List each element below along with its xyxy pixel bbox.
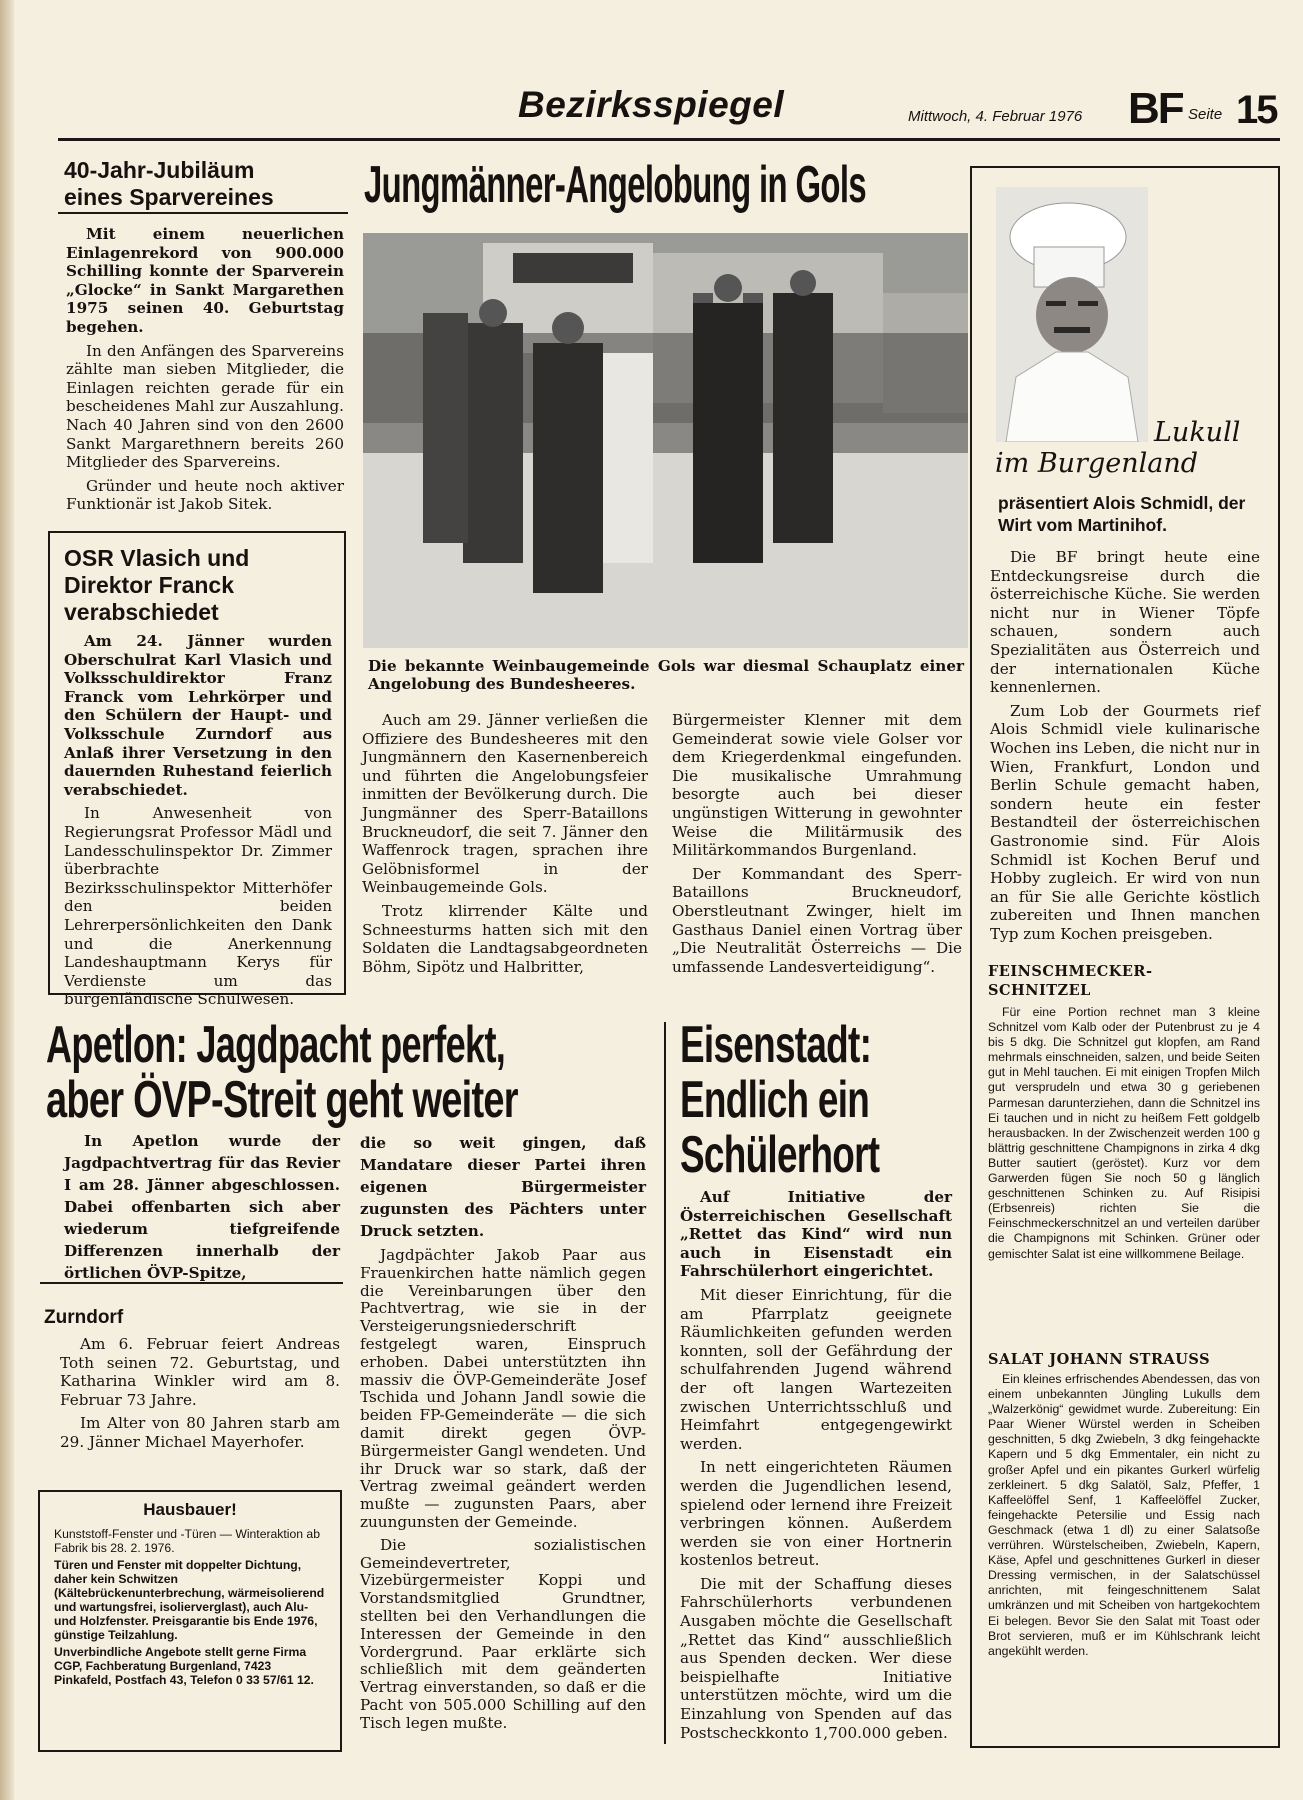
angelobung-column-1: [362, 711, 648, 981]
jubilaeum-lead: Mit einem neuerlichen Einlagenrekord von 900.000 Schilling konnte der Sparverein „Glocke“ in Sankt Margarethen 1975 seinen 40. Geburtstag begehen.: [66, 225, 344, 336]
eisenstadt-headline-line3: Schülerhort: [680, 1126, 880, 1184]
apetlon-headline-line1: Apetlon: Jagdpacht perfekt,: [46, 1016, 506, 1074]
lukull-article: [990, 548, 1260, 948]
eisenstadt-paragraph: In nett eingerichteten Räumen werden die Jugendlichen lesend, spielend oder lernend ihre Freizeit verbringen können. Außerdem werden sie von einer Hortnerin kostenlos betreut.: [680, 1458, 952, 1570]
lukull-paragraph: Zum Lob der Gourmets rief Alois Schmidl viele kulinarische Wochen ins Leben, die nicht nur in Wien, Frankfurt, London und Berlin Schule gemacht haben, sondern heute ein fester Bestandteil der österreichischen Gastronomie sind. Für Alois Schmidl ist Kochen Beruf und Hobby zugleich. Er wird von nun an für Sie alle Gerichte köstlich zubereiten und Ihnen manchen Typ zum Kochen preisgeben.: [990, 701, 1260, 943]
ad-title: Hausbauer!: [143, 1500, 237, 1519]
lukull-subtitle: präsentiert Alois Schmidl, der Wirt vom Martinihof.: [998, 493, 1246, 535]
eisenstadt-headline-line2: Endlich ein: [680, 1071, 870, 1129]
lukull-paragraph: Die BF bringt heute eine Entdeckungsreise durch die österreichische Küche. Sie werden nicht nur in Wiener Töpfe schauen, sondern auch Spezialitäten aus Österreich und der internationalen Küche kennenlernen.: [990, 548, 1260, 697]
recipe-schnitzel-title: FEINSCHMECKER-SCHNITZEL: [988, 963, 1153, 999]
zurndorf-paragraph: Im Alter von 80 Jahren starb am 29. Jänner Michael Mayerhofer.: [60, 1414, 340, 1451]
lukull-headline-line1: Lukull: [1154, 417, 1241, 448]
angelobung-headline: Jungmänner-Angelobung in Gols: [364, 156, 867, 214]
photo-caption: Die bekannte Weinbaugemeinde Gols war diesmal Schauplatz einer Angelobung des Bundesheeres.: [368, 657, 964, 693]
jubilaeum-rule: [58, 212, 348, 214]
ad-line: Unverbindliche Angebote stellt gerne Firma CGP, Fachberatung Burgenland, 7423 Pinkafeld, Postfach 43, Telefon 0 33 57/61 12.: [54, 1645, 314, 1687]
apetlon-lead-continued: die so weit gingen, daß Mandatare dieser Partei ihren eigenen Bürgermeister zugunsten des Pächters unter Druck setzten.: [360, 1134, 646, 1240]
ad-line: Kunststoff-Fenster und -Türen — Winteraktion ab Fabrik bis 28. 2. 1976.: [54, 1527, 320, 1555]
angelobung-paragraph: Der Kommandant des Sperr-Bataillons Bruckneudorf, Oberstleutnant Zwinger, hielt im Gasthaus Daniel einen Vortrag über „Die Neutralität Österreichs — Die umfassende Landesverteidigung“.: [672, 864, 962, 976]
eisenstadt-paragraph: Mit dieser Einrichtung, für die am Pfarrplatz geeignete Räumlichkeiten gefunden werden konnten, soll der Gefährdung der schulfahrenden Jugend während der oft langen Wartezeiten zwischen Unterrichtsschluß und Heimfahrt entgegengewirkt werden.: [680, 1285, 952, 1453]
recipe-salat-title: SALAT JOHANN STRAUSS: [988, 1351, 1211, 1368]
page-label: Seite: [1188, 106, 1223, 123]
zurndorf-article: [60, 1335, 340, 1457]
eisenstadt-paragraph: Die mit der Schaffung dieses Fahrschülerhorts verbundenen Ausgaben möchte die Gesellschaft „Rettet das Kind“ ausschließlich aus Spenden decken. Wer diese beispielhafte Initiative unterstützen möchte, wird um die Einzahlung von Spenden auf das Postscheckkonto 1,700.000 geben.: [680, 1574, 952, 1742]
recipe-schnitzel-text: Für eine Portion rechnet man 3 kleine Schnitzel vom Kalb oder der Putenbrust zu je 4 bis 5 dkg. Die Schnitzel gut klopfen, am Rand mehrmals einschneiden, salzen, und beide Seiten gut in Mehl tauchen. Ei mit einigen Tropfen Milch gut versprudeln und etwa 30 g geriebenen Parmesan darunterziehen, dann die Schnitzel ins Ei tauchen und in nicht zu heißem Fett goldgelb herausbacken. In der Zwischenzeit werden 100 g blättrig geschnittene Champignons in zirka 4 dkg Butter sautiert (geröstet). Kurz vor dem Garwerden fügen Sie noch 50 g länglich geschnittenen Schinken zu. Auf Risipisi (Erbsenreis) richten Sie die Feinschmeckerschnitzel an und verteilen darüber die Champignons mit Schinken. Grüner oder gemischter Salat ist eine willkommene Beilage.: [988, 1005, 1260, 1261]
chef-portrait: [996, 187, 1148, 442]
apetlon-headline-line2: aber ÖVP-Streit geht weiter: [46, 1071, 518, 1129]
ad-body: [54, 1527, 326, 1687]
vlasich-headline: OSR Vlasich und Direktor Franck verabschiedet: [64, 545, 250, 625]
apetlon-paragraph: Jagdpächter Jakob Paar aus Frauenkirchen hatte nämlich gegen die Vereinbarungen über den Pachtvertrag, wie sie in der Versteigerungsniederschrift festgelegt waren, Einspruch erhoben. Dabei unterstützten ihn massiv die ÖVP-Gemeinderäte Josef Tschida und Johann Jandl sowie die beiden FP-Gemeinderäte — die sich damit direkt gegen ÖVP-Bürgermeister Gangl wendeten. Und ihr Druck war so stark, daß der Vertrag zweimal geändert werden mußte — zugunsten Paars, aber zuungunsten der Gemeinde.: [360, 1246, 646, 1531]
apetlon-rule: [40, 1282, 343, 1284]
recipe-salat-text: Ein kleines erfrischendes Abendessen, das von einem unbekannten Jüngling Lukulls dem „Walzerkönig“ gewidmet wurde. Zubereitung: Ein Paar Wiener Würstel werden in Scheiben geschnitten, 5 dkg Zwiebeln, 3 dkg feingehackte Kapern und 5 dkg Emmentaler, ein nicht zu großer Apfel und ein pikantes Gurkerl würfelig zerkleinert. 5 dkg Salatöl, Salz, Pfeffer, 1 Kaffeelöffel Senf, 1 Kaffeelöffel Zucker, feingehackte Petersilie und Essig nach Geschmack (etwa 1 dl) zu einer Salatsoße verrühren. Würstelscheiben, Zwiebeln, Kapern, Käse, Apfel und geschnittenes Gurkerl in dieser Dressing vermischen, in der Salatschüssel anrichten, mit feingeschnittenem Salat umkränzen und mit Scheiben von hartgekochtem Ei belegen. Bevor Sie den Salat mit Toast oder Brot servieren, muß er im Kühlschrank leicht angekühlt werden.: [988, 1372, 1260, 1658]
eisenstadt-lead: Auf Initiative der Österreichischen Gesellschaft „Rettet das Kind“ wird nun auch in Eisenstadt ein Fahrschülerhort eingerichtet.: [680, 1188, 952, 1281]
soldiers-photo: [363, 233, 968, 648]
issue-date: Mittwoch, 4. Februar 1976: [908, 108, 1083, 125]
lukull-headline-line2: im Burgenland: [995, 448, 1199, 479]
ad-line: Türen und Fenster mit doppelter Dichtung, daher kein Schwitzen (Kältebrückenunterbrechung, wärmeisolierend und wartungsfrei, isolierverglast), auch Alu- und Holzfenster. Preisgarantie bis Ende 1976, günstige Teilzahlung.: [54, 1558, 325, 1642]
jubilaeum-paragraph: In den Anfängen des Sparvereins zählte man sieben Mitglieder, die Einlagen reichten gerade für ein bescheidenes Mahl zur Auszahlung. Nach 40 Jahren sind von den 2600 Sankt Margarethnern bereits 260 Mitglieder des Sparvereins.: [66, 341, 344, 472]
zurndorf-headline: Zurndorf: [44, 1307, 124, 1328]
section-title: Bezirksspiegel: [518, 84, 785, 125]
jubilaeum-article: [66, 225, 344, 519]
vlasich-lead: Am 24. Jänner wurden Oberschulrat Karl Vlasich und Volksschuldirektor Franz Franck vom Lehrkörper und den Schülern der Haupt- und Volksschule Zurndorf aus Anlaß ihrer Versetzung in den dauernden Ruhestand feierlich verabschiedet.: [64, 632, 332, 799]
eisenstadt-left-rule: [664, 1022, 666, 1744]
apetlon-column-2: [360, 1132, 646, 1738]
apetlon-lead: In Apetlon wurde der Jagdpachtvertrag für das Revier I am 28. Jänner abgeschlossen. Dabei offenbarten sich aber wiederum tiefgreifende Differenzen innerhalb der örtlichen ÖVP-Spitze,: [64, 1132, 340, 1282]
header-rule: [58, 138, 1280, 141]
jubilaeum-paragraph: Gründer und heute noch aktiver Funktionär ist Jakob Sitek.: [66, 476, 344, 514]
eisenstadt-article: [680, 1188, 952, 1747]
jubilaeum-headline: 40-Jahr-Jubiläum eines Sparvereines: [64, 157, 274, 210]
angelobung-paragraph: Trotz klirrender Kälte und Schneesturms hatten sich mit den Soldaten die Landtagsabgeordneten Böhm, Sipötz und Halbritter,: [362, 901, 648, 976]
page-number: 15: [1236, 88, 1277, 132]
zurndorf-paragraph: Am 6. Februar feiert Andreas Toth seinen 72. Geburtstag, und Katharina Winkler wird am 8. Februar 73 Jahre.: [60, 1335, 340, 1409]
apetlon-paragraph: Die sozialistischen Gemeindevertreter, Vizebürgermeister Koppi und Vorstandsmitglied Grundtner, stellten bei den Verhandlungen die Interessen der Gemeinde in den Vordergrund. Paar erklärte sich schließlich mit dem geänderten Vertrag einverstanden, so daß er die Pacht von 505.000 Schilling auf den Tisch legen mußte.: [360, 1535, 646, 1732]
angelobung-paragraph: Auch am 29. Jänner verließen die Offiziere des Bundesheeres mit den Jungmännern den Kasernenbereich und führten die Angelobungsfeier inmitten der Bevölkerung durch. Die Jungmänner des Sperr-Bataillons Bruckneudorf, die seit 7. Jänner den Waffenrock tragen, sprachen ihre Gelöbnisformel in der Weinbaugemeinde Gols.: [362, 711, 648, 897]
vlasich-paragraph: In Anwesenheit von Regierungsrat Professor Mädl und Landesschulinspektor Dr. Zimmer überbrachte Bezirksschulinspektor Mitterhöfer den beiden Lehrerpersönlichkeiten den Dank und die Anerkennung Landeshauptmann Kerys für Verdienste um das burgenländische Schulwesen.: [64, 804, 332, 1009]
angelobung-paragraph: Bürgermeister Klenner mit dem Gemeinderat sowie viele Golser vor dem Kriegerdenkmal eingefunden. Die musikalische Umrahmung besorgte auch bei dieser ungünstigen Witterung in gewohnter Weise die Militärmusik des Militärkommandos Burgenland.: [672, 711, 962, 860]
vlasich-article: [64, 632, 332, 1014]
page-edge-shadow: [0, 0, 14, 1800]
bf-logo: BF: [1128, 84, 1183, 133]
eisenstadt-headline-line1: Eisenstadt:: [680, 1016, 872, 1074]
angelobung-column-2: [672, 711, 962, 981]
